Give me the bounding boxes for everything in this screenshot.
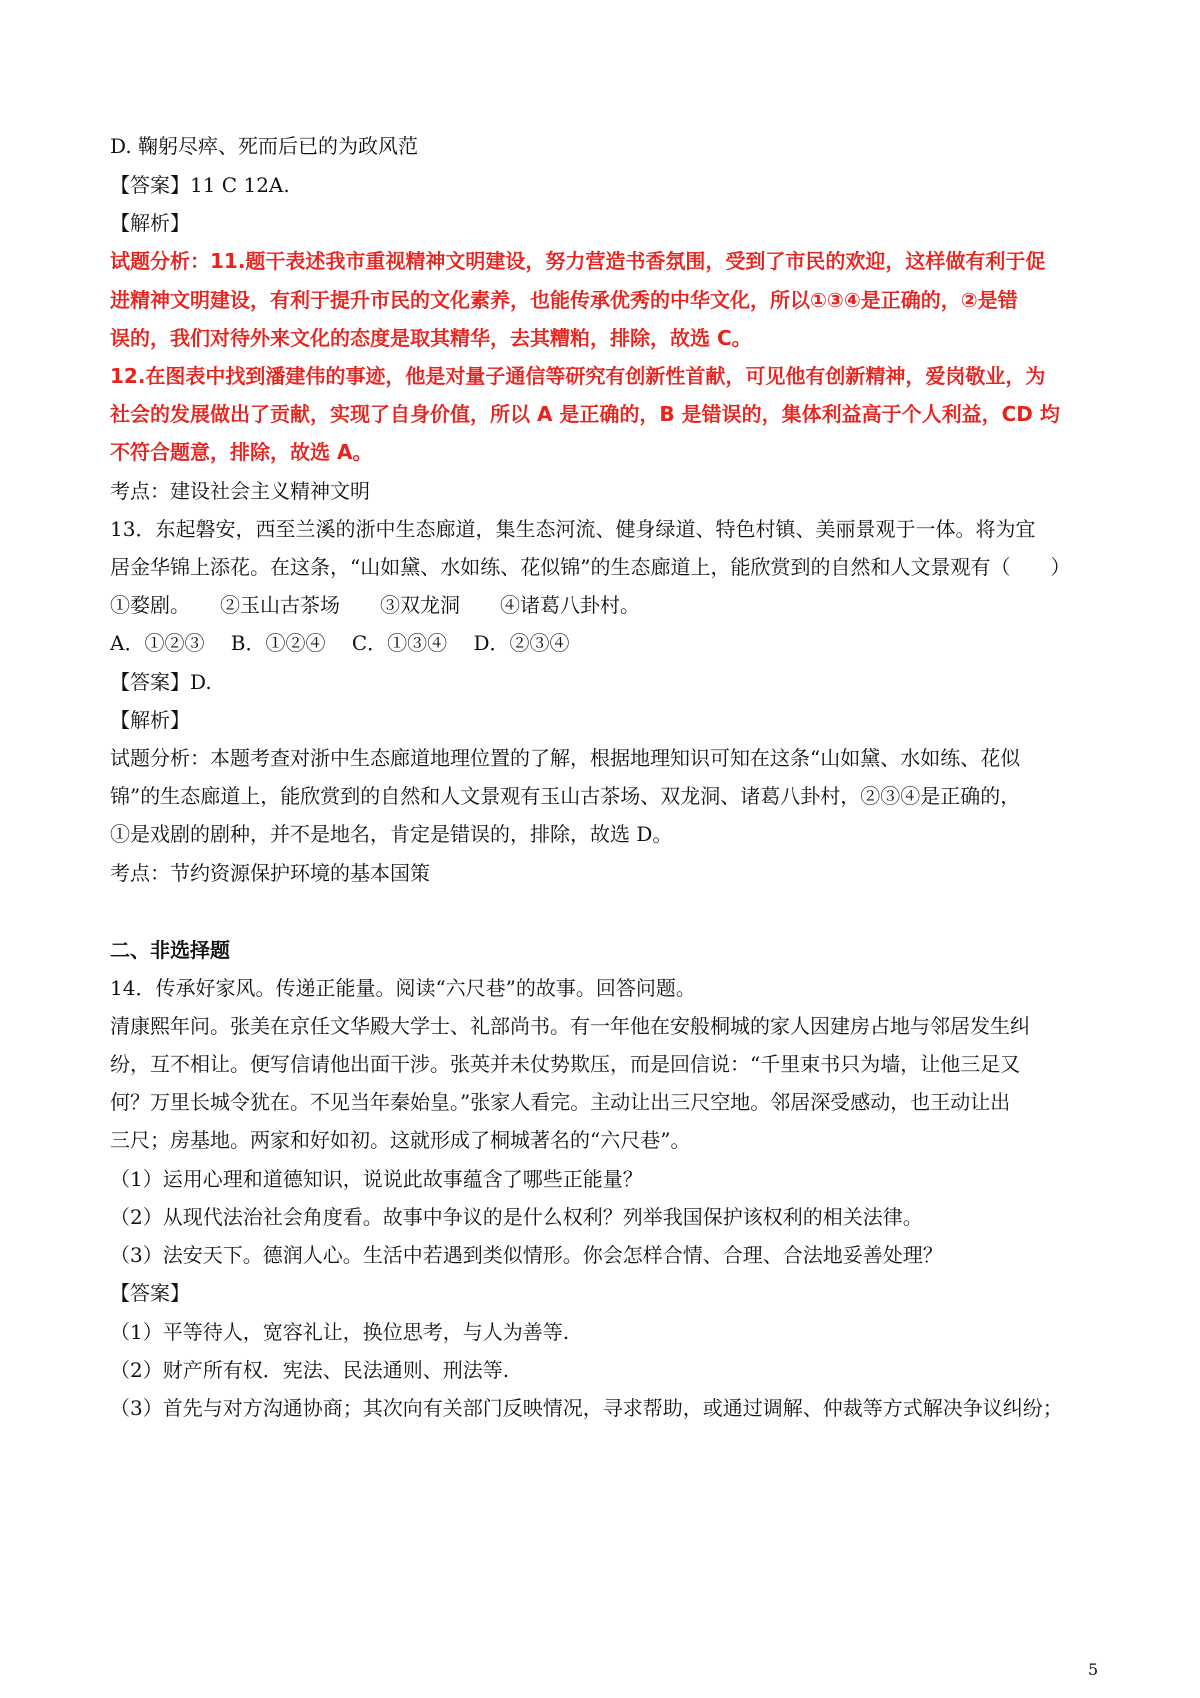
analysis-11-line1: 试题分析：11.题干表述我市重视精神文明建设，努力营造书香氛围，受到了市民的欢迎，这样做有利于促 [110, 249, 1046, 273]
analysis-12-line1: 12.在图表中找到潘建伟的事迹，他是对量子通信等研究有创新性首献，可见他有创新精神，爱岗敬业，为 [110, 364, 1046, 388]
answer-heading: 【答案】 [110, 1281, 190, 1305]
analysis-13-line3: ①是戏剧的剧种，并不是地名，肯定是错误的，排除，故选 D。 [110, 822, 673, 846]
analysis-13-line1: 试题分析：本题考查对浙中生态廊道地理位置的了解，根据地理知识可知在这条“山如黛、水如练、花似 [110, 746, 1021, 770]
question-13-line2: 居金华锦上添花。在这条，“山如黛、水如练、花似锦”的生态廊道上，能欣赏到的自然和人文景观有（ ） [110, 555, 1071, 579]
answer-13: 【答案】D. [110, 670, 212, 694]
question-13-options: A．①②③ B．①②④ C．①③④ D．②③④ [110, 631, 570, 655]
analysis-heading: 【解析】 [110, 211, 190, 235]
story-line4: 三尺；房基地。两家和好如初。这就形成了桐城著名的“六尺巷”。 [110, 1128, 691, 1152]
analysis-11-line3: 误的，我们对待外来文化的态度是取其精华，去其糟粕，排除，故选 C。 [110, 326, 752, 350]
analysis-heading-2: 【解析】 [110, 708, 190, 732]
analysis-13-line2: 锦”的生态廊道上，能欣赏到的自然和人文景观有玉山古茶场、双龙洞、诸葛八卦村，②③④是正确的， [110, 784, 1021, 808]
story-line1: 清康熙年问。张美在京任文华殿大学士、礼部尚书。有一年他在安般桐城的家人因建房占地与邻居发生纠 [110, 1014, 1030, 1038]
analysis-12-line3: 不符合题意，排除，故选 A。 [110, 440, 373, 464]
sub-question-2: （2）从现代法治社会角度看。故事中争议的是什么权利？列举我国保护该权利的相关法律。 [110, 1205, 923, 1229]
answer-14-1: （1）平等待人，宽容礼让，换位思考，与人为善等. [110, 1320, 570, 1344]
story-line3: 何？万里长城令犹在。不见当年秦始皇。”张家人看完。主动让出三尺空地。邻居深受感动，也王动让出 [110, 1090, 1011, 1114]
key-point-2: 考点：节约资源保护环境的基本国策 [110, 861, 430, 885]
option-d: D. 鞠躬尽瘁、死而后已的为政风范 [110, 134, 419, 158]
sub-question-3: （3）法安天下。德润人心。生活中若遇到类似情形。你会怎样合情、合理、合法地妥善处理？ [110, 1243, 943, 1267]
answer-11-12: 【答案】11 C 12A. [110, 173, 290, 197]
key-point-1: 考点：建设社会主义精神文明 [110, 479, 370, 503]
analysis-11-line2: 进精神文明建设，有利于提升市民的文化素养，也能传承优秀的中华文化，所以①③④是正确的，②是错 [110, 288, 1018, 312]
question-13-line1: 13．东起磐安，西至兰溪的浙中生态廊道，集生态河流、健身绿道、特色村镇、美丽景观于一体。将为宜 [110, 517, 1036, 541]
sub-question-1: （1）运用心理和道德知识，说说此故事蕴含了哪些正能量？ [110, 1167, 643, 1191]
answer-14-3: （3）首先与对方沟通协商；其次向有关部门反映情况，寻求帮助，或通过调解、仲裁等方式解决争议纠纷； [110, 1396, 1063, 1420]
page-number: 5 [1088, 1660, 1099, 1679]
analysis-12-line2: 社会的发展做出了贡献，实现了自身价值，所以 A 是正确的，B 是错误的，集体利益高于个人利益，CD 均 [110, 402, 1060, 426]
section-heading: 二、非选择题 [110, 938, 230, 962]
story-line2: 纷，互不相让。便写信请他出面干涉。张英并未仗势欺压，而是回信说：“千里束书只为墙，让他三足又 [110, 1052, 1021, 1076]
question-14: 14．传承好家风。传递正能量。阅读“六尺巷”的故事。回答问题。 [110, 976, 696, 1000]
answer-14-2: （2）财产所有权．宪法、民法通则、刑法等. [110, 1358, 510, 1382]
question-13-items: ①婺剧。 ②玉山古茶场 ③双龙洞 ④诸葛八卦村。 [110, 593, 640, 617]
